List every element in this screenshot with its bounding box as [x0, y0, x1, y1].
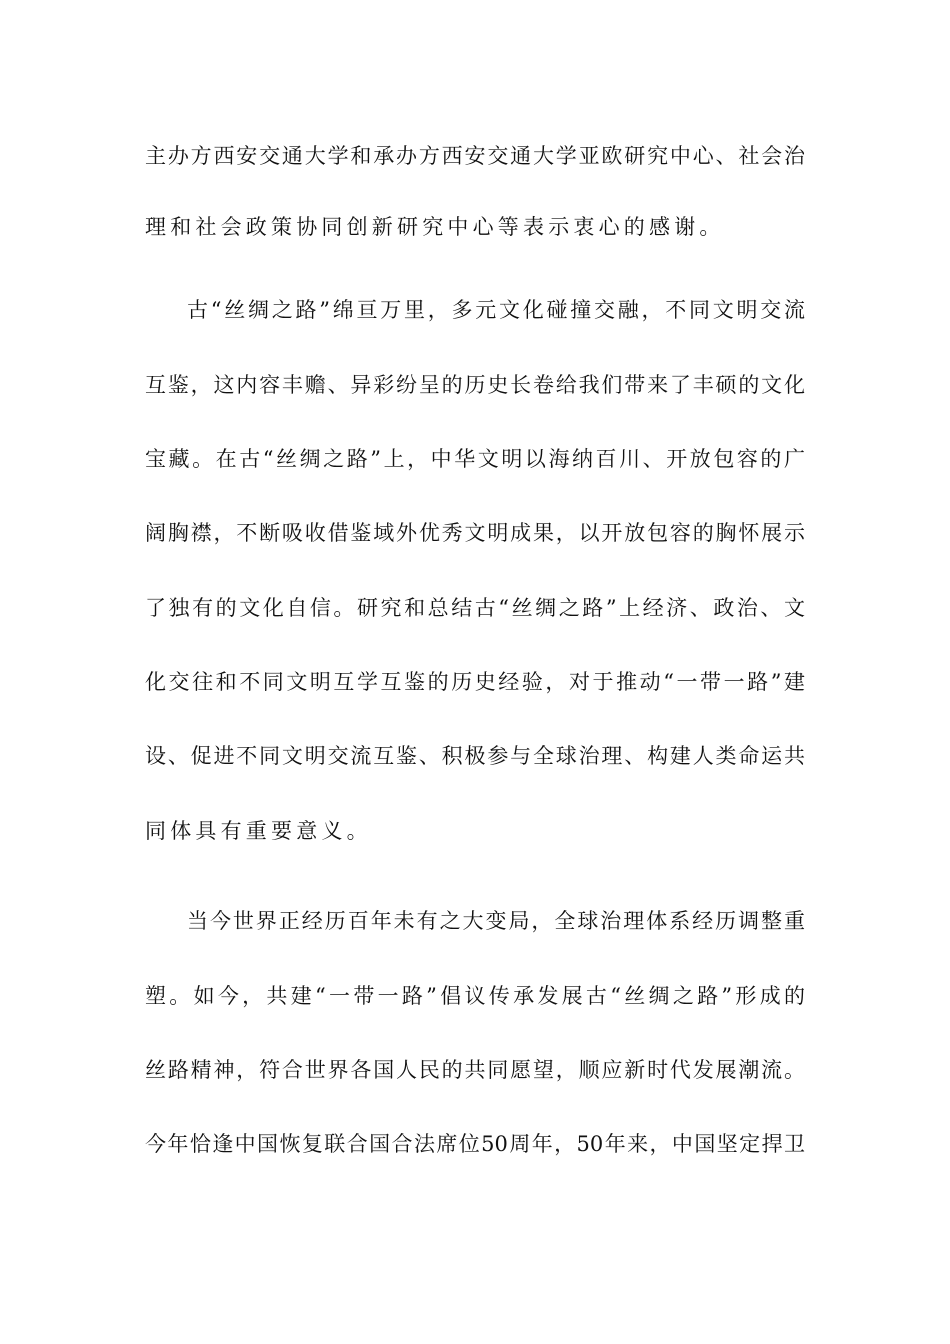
paragraph-first-line: 当今世界正经历百年未有之大变局，全球治理体系经历调整重 — [187, 909, 805, 933]
text-line: 设、促进不同文明交流互鉴、积极参与全球治理、构建人类命运共 — [145, 744, 805, 768]
text-line: 互鉴，这内容丰赡、异彩纷呈的历史长卷给我们带来了丰硕的文化 — [145, 373, 805, 397]
text-line: 了独有的文化自信。研究和总结古“丝绸之路”上经济、政治、文 — [145, 596, 805, 620]
paragraph-first-line: 古“丝绸之路”绵亘万里，多元文化碰撞交融，不同文明交流 — [187, 298, 805, 322]
text-line: 今年恰逢中国恢复联合国合法席位50周年，50年来，中国坚定捍卫 — [145, 1132, 805, 1156]
text-line: 宝藏。在古“丝绸之路”上，中华文明以海纳百川、开放包容的广 — [145, 447, 805, 471]
text-line: 理和社会政策协同创新研究中心等表示衷心的感谢。 — [145, 215, 725, 239]
text-line: 塑。如今，共建“一带一路”倡议传承发展古“丝绸之路”形成的 — [145, 984, 805, 1008]
text-line: 化交往和不同文明互学互鉴的历史经验，对于推动“一带一路”建 — [145, 670, 805, 694]
text-line: 阔胸襟，不断吸收借鉴域外优秀文明成果，以开放包容的胸怀展示 — [145, 521, 805, 545]
text-line: 主办方西安交通大学和承办方西安交通大学亚欧研究中心、社会治 — [145, 144, 805, 168]
text-line: 丝路精神，符合世界各国人民的共同愿望，顺应新时代发展潮流。 — [145, 1058, 805, 1082]
text-line: 同体具有重要意义。 — [145, 819, 372, 843]
